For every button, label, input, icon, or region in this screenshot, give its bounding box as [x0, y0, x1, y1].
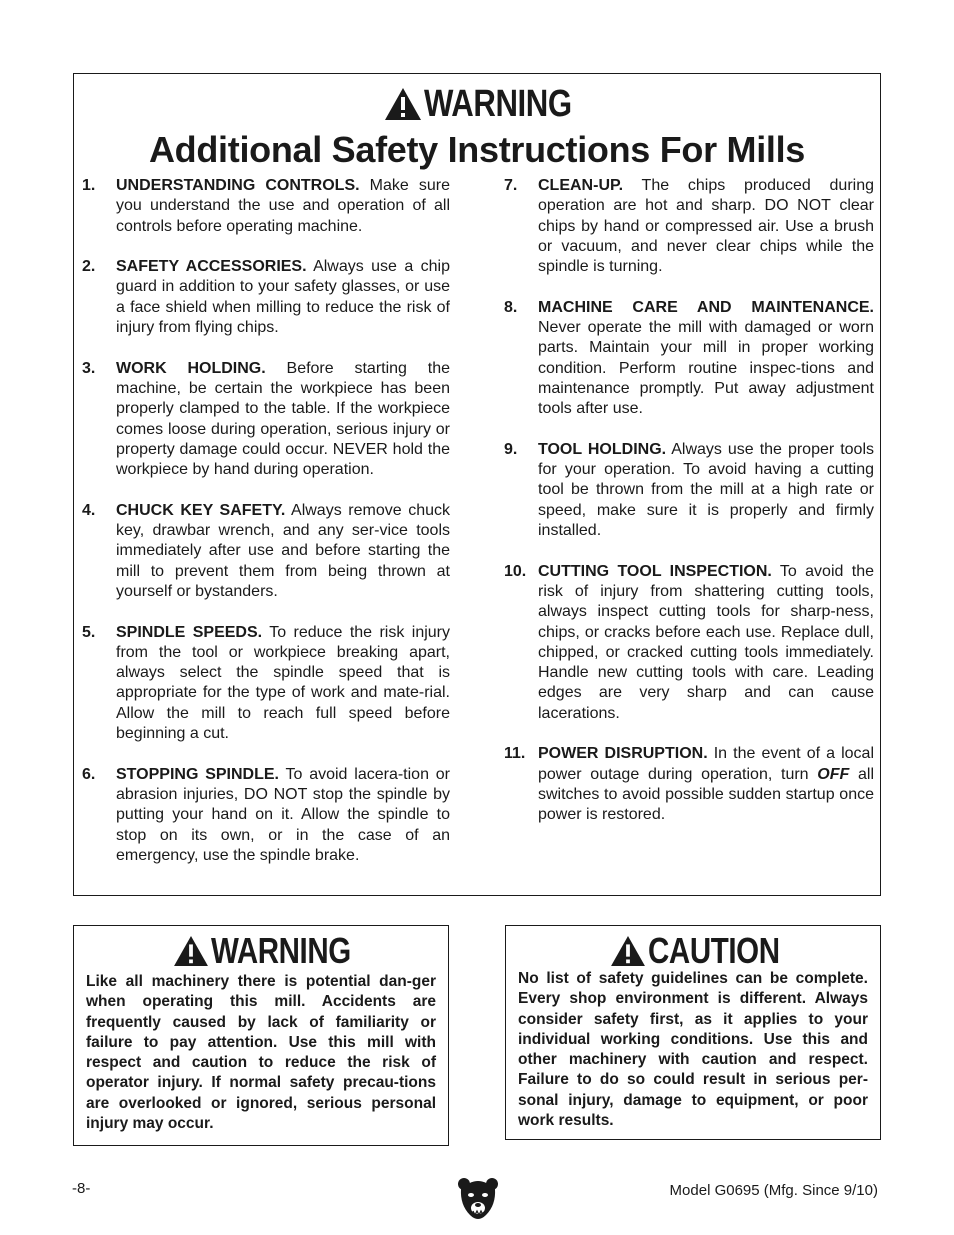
list-item: [82, 501, 450, 602]
item-lead: TOOL HOLDING.: [538, 440, 667, 458]
item-text: [116, 176, 450, 237]
list-item: [82, 765, 450, 866]
item-number: 9.: [504, 440, 518, 458]
list-item: [82, 257, 450, 338]
warning-triangle-icon: [384, 87, 422, 121]
warning-text: Like all machinery there is potential dan-ger when operating this mill. Accidents are frequently caused by lack of familiarity or failure to pay attention. Use this mill with respect and caution to reduce the risk of operator injury. If normal safety precau-tions are overlooked or ignored, serious personal injury may occur.: [86, 973, 436, 1133]
caution-notice-box: [505, 925, 881, 1140]
item-body: Always use the proper tools for your operation. To avoid having a cutting tool be thrown from the mill at a high rate or speed, make sure it is properly and firmly installed.: [538, 440, 875, 540]
item-body: In the event of a local power outage during operation, turn: [538, 745, 875, 783]
item-text: [116, 765, 450, 866]
item-text: [116, 359, 450, 481]
caution-text: No list of safety guidelines can be complete. Every shop environment is different. Always consider safety first, as it applies to your individual working conditions. Use this and other machinery with caution and respect. Failure to do so could result in serious per-sonal injury, damage to equipment, or poor work results.: [518, 970, 868, 1130]
item-emphasis: OFF: [817, 765, 850, 783]
item-number: 6.: [82, 765, 96, 783]
list-item: [82, 623, 450, 745]
item-body: Before starting the machine, be certain the workpiece has been properly clamped to the table. If the workpiece comes loose during operation, serious injury or property damage could occur. NEVER hold the workpiece by hand during operation.: [116, 359, 451, 479]
item-body: Never operate the mill with damaged or worn parts. Maintain your mill in proper working condition. Perform routine inspec-tions and maintenance promptly. Put away adjustment tools after use.: [538, 319, 874, 418]
item-lead: SAFETY ACCESSORIES.: [116, 258, 307, 276]
item-lead: CLEAN-UP.: [538, 177, 624, 194]
warning-word: WARNING: [423, 83, 572, 125]
item-number: 11.: [504, 745, 526, 763]
warning-triangle-icon: [610, 935, 646, 967]
item-body: To avoid lacera-tion or abrasion injuries, DO NOT stop the spindle by putting your hand on it. Allow the spindle to stop on its own, or in the case of an emergency, use the spindle brake.: [116, 765, 450, 864]
item-lead: UNDERSTANDING CONTROLS.: [116, 177, 360, 194]
item-text: [116, 623, 450, 745]
item-text: [538, 440, 874, 541]
list-item: [504, 744, 874, 825]
item-body: all switches to avoid possible sudden startup once power is restored.: [538, 765, 874, 824]
item-lead: WORK HOLDING.: [116, 359, 266, 377]
instructions-left-column: [82, 176, 450, 886]
item-lead: POWER DISRUPTION.: [538, 745, 708, 763]
page-title: Additional Safety Instructions For Mills: [148, 129, 806, 170]
page-number: -8-: [72, 1180, 91, 1197]
item-lead: STOPPING SPINDLE.: [116, 765, 279, 783]
list-item: [504, 562, 874, 724]
item-text: [538, 562, 874, 724]
item-number: 3.: [82, 359, 96, 377]
item-body: Always remove chuck key, drawbar wrench, and any ser-vice tools immediately after use and before starting the mill to prevent them from being thrown at yourself or bystanders.: [116, 501, 451, 600]
warning-word: WARNING: [210, 930, 351, 971]
item-number: 8.: [504, 298, 518, 316]
warning-header: [74, 930, 448, 971]
warning-header: [74, 83, 880, 125]
item-lead: CHUCK KEY SAFETY.: [116, 501, 286, 519]
list-item: [504, 440, 874, 541]
warning-notice-box: [73, 925, 449, 1146]
item-body: Always use a chip guard in addition to your safety glasses, or use a face shield when milling to reduce the risk of injury from flying chips.: [116, 258, 451, 337]
item-lead: CUTTING TOOL INSPECTION.: [538, 562, 772, 580]
bear-head-logo: [456, 1175, 500, 1223]
item-body: Make sure you understand the use and operation of all controls before operating machine.: [116, 177, 451, 235]
item-lead: SPINDLE SPEEDS.: [116, 623, 263, 641]
item-number: 10.: [504, 562, 527, 580]
item-text: [538, 298, 874, 420]
model-label: Model G0695 (Mfg. Since 9/10): [669, 1182, 878, 1199]
item-body: To avoid the risk of injury from shattering cutting tools, always inspect cutting tools for sharp-ness, chips, or cracks before each use. Replace dull, chipped, or cracked cutting tools immediately. Handle new cutting tools with care. Leading edges are very sharp and can cause lacerations.: [538, 562, 874, 722]
list-item: [82, 176, 450, 237]
item-number: 2.: [82, 258, 96, 276]
instructions-right-column: [504, 176, 874, 846]
item-number: 7.: [504, 177, 518, 194]
item-lead: MACHINE CARE AND MAINTENANCE.: [538, 298, 874, 316]
item-body: To reduce the risk injury from the tool or workpiece breaking apart, always select the spindle speed that is appropriate for the type of work and mate-rial. Allow the mill to reach full speed before beginning a cut.: [116, 623, 450, 743]
list-item: [504, 298, 874, 420]
safety-instructions-box: [73, 73, 881, 896]
item-number: 4.: [82, 501, 96, 519]
item-text: [116, 257, 450, 338]
list-item: [82, 359, 450, 481]
item-text: [538, 176, 874, 277]
list-item: [504, 176, 874, 277]
caution-word: CAUTION: [647, 930, 780, 971]
item-body: The chips produced during operation are hot and sharp. DO NOT clear chips by hand or compressed air. Use a brush or vacuum, and never clear chips while the spindle is turning.: [538, 177, 874, 276]
caution-header: [506, 930, 880, 971]
item-number: 5.: [82, 623, 96, 641]
item-number: 1.: [82, 177, 96, 194]
item-text: [538, 744, 874, 825]
item-text: [116, 501, 450, 602]
warning-triangle-icon: [173, 935, 209, 967]
